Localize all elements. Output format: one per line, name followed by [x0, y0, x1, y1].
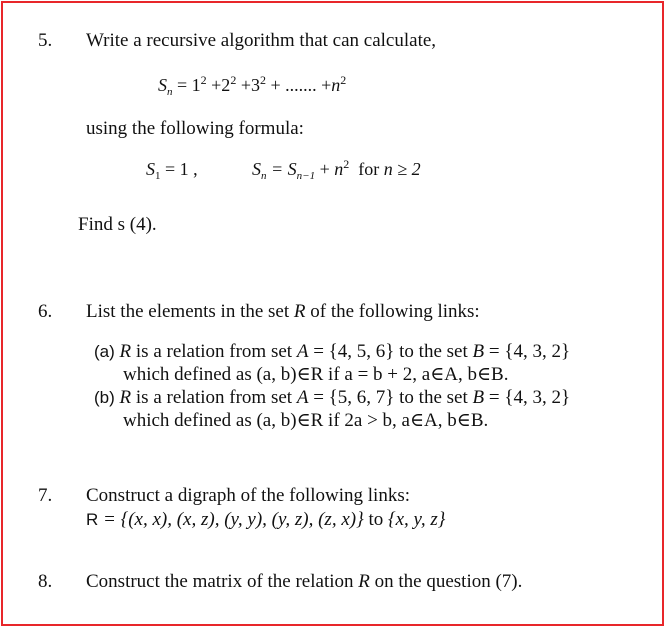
q6-prompt: List the elements in the set R of the following links: — [86, 301, 480, 322]
q5-find: Find s (4). — [78, 214, 157, 235]
q8-prompt: Construct the matrix of the relation R on the question (7). — [86, 571, 523, 592]
q6-a-label: (a) — [94, 342, 115, 361]
q5-prompt: Write a recursive algorithm that can calculate, — [86, 30, 437, 51]
q6-b-line2: which defined as (a, b)∈R if 2a > b, a∈A, b∈B. — [123, 410, 489, 431]
formula-sub-n: n — [167, 86, 173, 98]
q5-number: 5. — [38, 30, 53, 51]
q5-using: using the following formula: — [86, 118, 304, 139]
q7-number: 7. — [38, 485, 53, 506]
q7-relation: R = {(x, x), (x, z), (y, y), (y, z), (z, x)} to {x, y, z} — [86, 509, 446, 530]
q8-number: 8. — [38, 571, 53, 592]
q6-a-line2: which defined as (a, b)∈R if a = b + 2, a∈A, b∈B. — [123, 364, 509, 385]
q6-b-line1: (b) R is a relation from set A = {5, 6, 7} to the set B = {4, 3, 2} — [94, 387, 571, 408]
q6-number: 6. — [38, 301, 53, 322]
q5-recurrence: $S_n = S_{n-1} + n^2$ for n ≥ 2 — [252, 157, 421, 182]
q6-a-line1: (a) R is a relation from set A = {4, 5, 6} to the set B = {4, 3, 2} — [94, 341, 571, 362]
q7-prompt: Construct a digraph of the following links: — [86, 485, 411, 506]
formula-s: S — [158, 75, 167, 95]
q6-b-label: (b) — [94, 388, 115, 407]
q5-formula: $S_n = 1^2 +2^2 +3^2$ + ....... $+n^2$ — [158, 73, 347, 98]
q5-base-case: $S_1 = 1$ , — [146, 159, 198, 182]
